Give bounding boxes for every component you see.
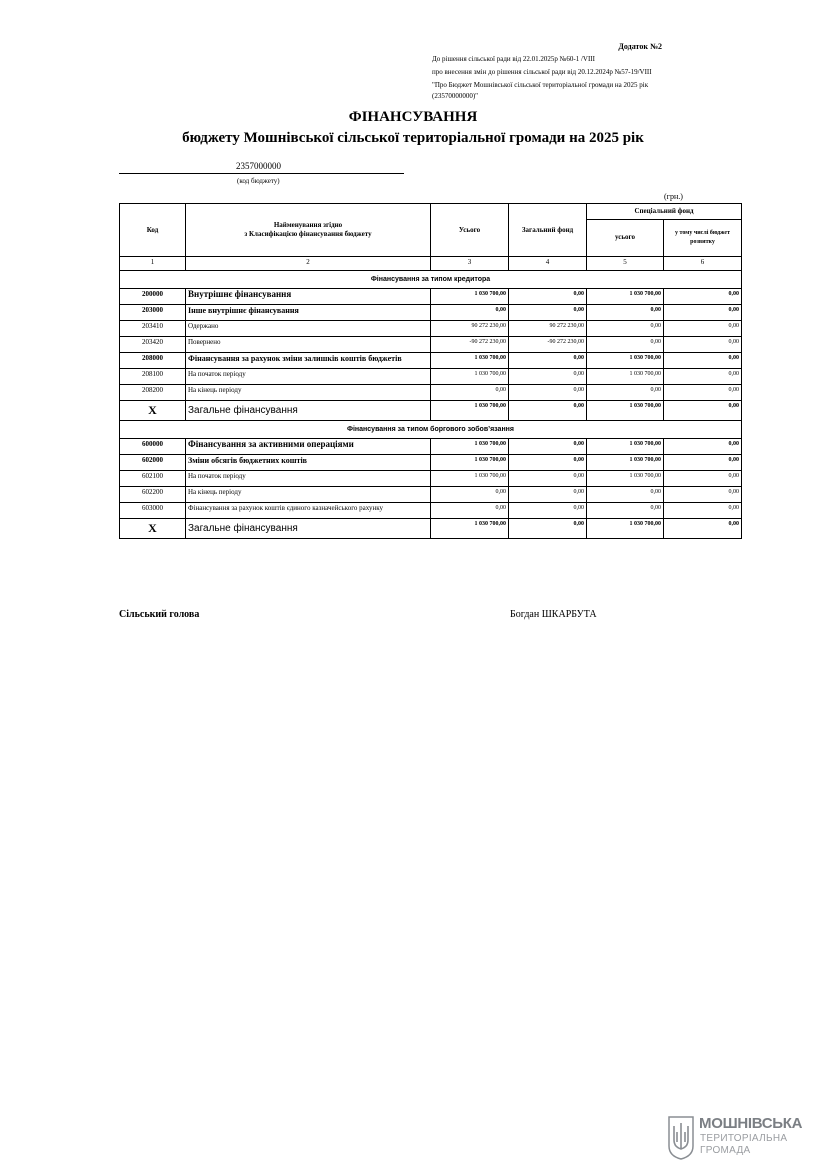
table-row: [120, 337, 742, 353]
general-value: 0,00: [509, 503, 587, 519]
table-row: [120, 289, 742, 305]
annex-line-4: (23570000000)": [432, 92, 479, 100]
row-name: Одержано: [186, 321, 431, 337]
total-value: 1 030 700,00: [431, 289, 509, 305]
total-label: Загальне фінансування: [186, 519, 431, 539]
logo-line-1: МОШНІВСЬКА: [699, 1115, 803, 1132]
table-row: [120, 385, 742, 401]
total-value: 90 272 230,00: [431, 321, 509, 337]
development-value: 0,00: [664, 385, 742, 401]
development-value: 0,00: [664, 471, 742, 487]
currency-unit: (грн.): [664, 192, 683, 201]
table-header-row: [120, 204, 742, 220]
total-row: [120, 401, 742, 421]
table-row: [120, 439, 742, 455]
general-value: 90 272 230,00: [509, 321, 587, 337]
special-value: 0,00: [587, 337, 664, 353]
section-row-debt: [120, 421, 742, 439]
total-value: 0,00: [431, 385, 509, 401]
development-value: 0,00: [664, 519, 742, 539]
annex-title: Додаток №2: [618, 42, 662, 51]
row-code: 602000: [120, 455, 186, 471]
budget-code: 2357000000: [236, 161, 281, 171]
table-row: [120, 305, 742, 321]
header-special-total: усього: [587, 219, 664, 256]
section-title: Фінансування за типом боргового зобов’язання: [120, 421, 742, 439]
row-name: На початок періоду: [186, 369, 431, 385]
column-number: 3: [431, 257, 509, 271]
development-value: 0,00: [664, 455, 742, 471]
special-value: 1 030 700,00: [587, 353, 664, 369]
budget-code-caption: (код бюджету): [237, 177, 280, 185]
section-row-creditor: [120, 271, 742, 289]
header-development-budget: у тому числі бюджет розвитку: [664, 219, 742, 256]
header-total: Усього: [431, 204, 509, 257]
row-code: 602200: [120, 487, 186, 503]
special-value: 1 030 700,00: [587, 471, 664, 487]
table-row: [120, 455, 742, 471]
general-value: 0,00: [509, 369, 587, 385]
development-value: 0,00: [664, 305, 742, 321]
community-logo: [668, 1116, 808, 1161]
annex-line-2: про внесення змін до рішення сільської ради від 20.12.2024р №57-19/VIII: [432, 68, 652, 76]
row-code: 600000: [120, 439, 186, 455]
table-row: [120, 471, 742, 487]
total-value: 1 030 700,00: [431, 455, 509, 471]
header-name-line-2: з Класифікацією фінансування бюджету: [244, 230, 372, 238]
page-subtitle: бюджету Мошнівської сільської територіальної громади на 2025 рік: [182, 130, 644, 146]
table-row: [120, 321, 742, 337]
row-code: 208000: [120, 353, 186, 369]
development-value: 0,00: [664, 369, 742, 385]
table-row: [120, 487, 742, 503]
general-value: 0,00: [509, 487, 587, 503]
table-row: [120, 353, 742, 369]
section-title: Фінансування за типом кредитора: [120, 271, 742, 289]
row-code: 603000: [120, 503, 186, 519]
row-name: На початок періоду: [186, 471, 431, 487]
general-value: 0,00: [509, 289, 587, 305]
special-value: 0,00: [587, 503, 664, 519]
total-value: 0,00: [431, 503, 509, 519]
row-name: Інше внутрішнє фінансування: [186, 305, 431, 321]
row-name: Фінансування за рахунок зміни залишків коштів бюджетів: [186, 353, 431, 369]
general-value: 0,00: [509, 353, 587, 369]
development-value: 0,00: [664, 289, 742, 305]
table-row: [120, 503, 742, 519]
column-number-row: [120, 257, 742, 271]
total-label: Загальне фінансування: [186, 401, 431, 421]
row-name: Фінансування за рахунок коштів єдиного казначейського рахунку: [186, 503, 431, 519]
signature-role: Сільський голова: [119, 609, 200, 620]
general-value: 0,00: [509, 401, 587, 421]
development-value: 0,00: [664, 503, 742, 519]
trident-shield-icon: [668, 1116, 694, 1160]
general-value: 0,00: [509, 439, 587, 455]
total-value: 1 030 700,00: [431, 353, 509, 369]
row-name: Фінансування за активними операціями: [186, 439, 431, 455]
development-value: 0,00: [664, 487, 742, 503]
general-value: 0,00: [509, 519, 587, 539]
total-value: 1 030 700,00: [431, 519, 509, 539]
annex-line-3: "Про Бюджет Мошнівської сільської територіальної громади на 2025 рік: [432, 81, 649, 89]
row-code: 208100: [120, 369, 186, 385]
row-code: 203420: [120, 337, 186, 353]
general-value: 0,00: [509, 305, 587, 321]
row-code: 203000: [120, 305, 186, 321]
budget-code-underline: [119, 173, 404, 174]
special-value: 1 030 700,00: [587, 439, 664, 455]
row-name: Повернено: [186, 337, 431, 353]
total-value: 1 030 700,00: [431, 439, 509, 455]
development-value: 0,00: [664, 353, 742, 369]
general-value: -90 272 230,00: [509, 337, 587, 353]
development-value: 0,00: [664, 337, 742, 353]
total-value: 1 030 700,00: [431, 369, 509, 385]
logo-line-3: ГРОМАДА: [700, 1145, 751, 1156]
header-code: Код: [120, 204, 186, 257]
special-value: 0,00: [587, 487, 664, 503]
general-value: 0,00: [509, 455, 587, 471]
general-value: 0,00: [509, 385, 587, 401]
column-number: 1: [120, 257, 186, 271]
header-name: [186, 204, 431, 257]
total-value: 0,00: [431, 487, 509, 503]
row-code: 203410: [120, 321, 186, 337]
column-number: 5: [587, 257, 664, 271]
annex-line-1: До рішення сільської ради від 22.01.2025р №60-1 /VIII: [432, 55, 595, 63]
row-code: 208200: [120, 385, 186, 401]
row-name: На кінець періоду: [186, 385, 431, 401]
development-value: 0,00: [664, 401, 742, 421]
special-value: 1 030 700,00: [587, 401, 664, 421]
header-general-fund: Загальний фонд: [509, 204, 587, 257]
annex-block: [432, 40, 762, 101]
special-value: 1 030 700,00: [587, 519, 664, 539]
column-number: 2: [186, 257, 431, 271]
total-value: 1 030 700,00: [431, 471, 509, 487]
total-code: X: [120, 401, 186, 421]
signature-name: Богдан ШКАРБУТА: [510, 609, 597, 620]
financing-table: [119, 203, 742, 539]
logo-line-2: ТЕРИТОРІАЛЬНА: [700, 1133, 788, 1144]
total-row: [120, 519, 742, 539]
table-row: [120, 369, 742, 385]
column-number: 6: [664, 257, 742, 271]
row-name: Внутрішнє фінансування: [186, 289, 431, 305]
header-name-line-1: Найменування згідно: [273, 221, 343, 229]
special-value: 0,00: [587, 385, 664, 401]
development-value: 0,00: [664, 439, 742, 455]
total-value: 1 030 700,00: [431, 401, 509, 421]
page-title: ФІНАНСУВАННЯ: [348, 109, 478, 125]
special-value: 0,00: [587, 321, 664, 337]
development-value: 0,00: [664, 321, 742, 337]
row-name: Зміни обсягів бюджетних коштів: [186, 455, 431, 471]
special-value: 1 030 700,00: [587, 455, 664, 471]
general-value: 0,00: [509, 471, 587, 487]
column-number: 4: [509, 257, 587, 271]
total-value: 0,00: [431, 305, 509, 321]
row-code: 200000: [120, 289, 186, 305]
special-value: 1 030 700,00: [587, 289, 664, 305]
row-name: На кінець періоду: [186, 487, 431, 503]
row-code: 602100: [120, 471, 186, 487]
special-value: 0,00: [587, 305, 664, 321]
total-code: X: [120, 519, 186, 539]
header-special-fund: Спеціальний фонд: [587, 204, 742, 220]
total-value: -90 272 230,00: [431, 337, 509, 353]
special-value: 1 030 700,00: [587, 369, 664, 385]
